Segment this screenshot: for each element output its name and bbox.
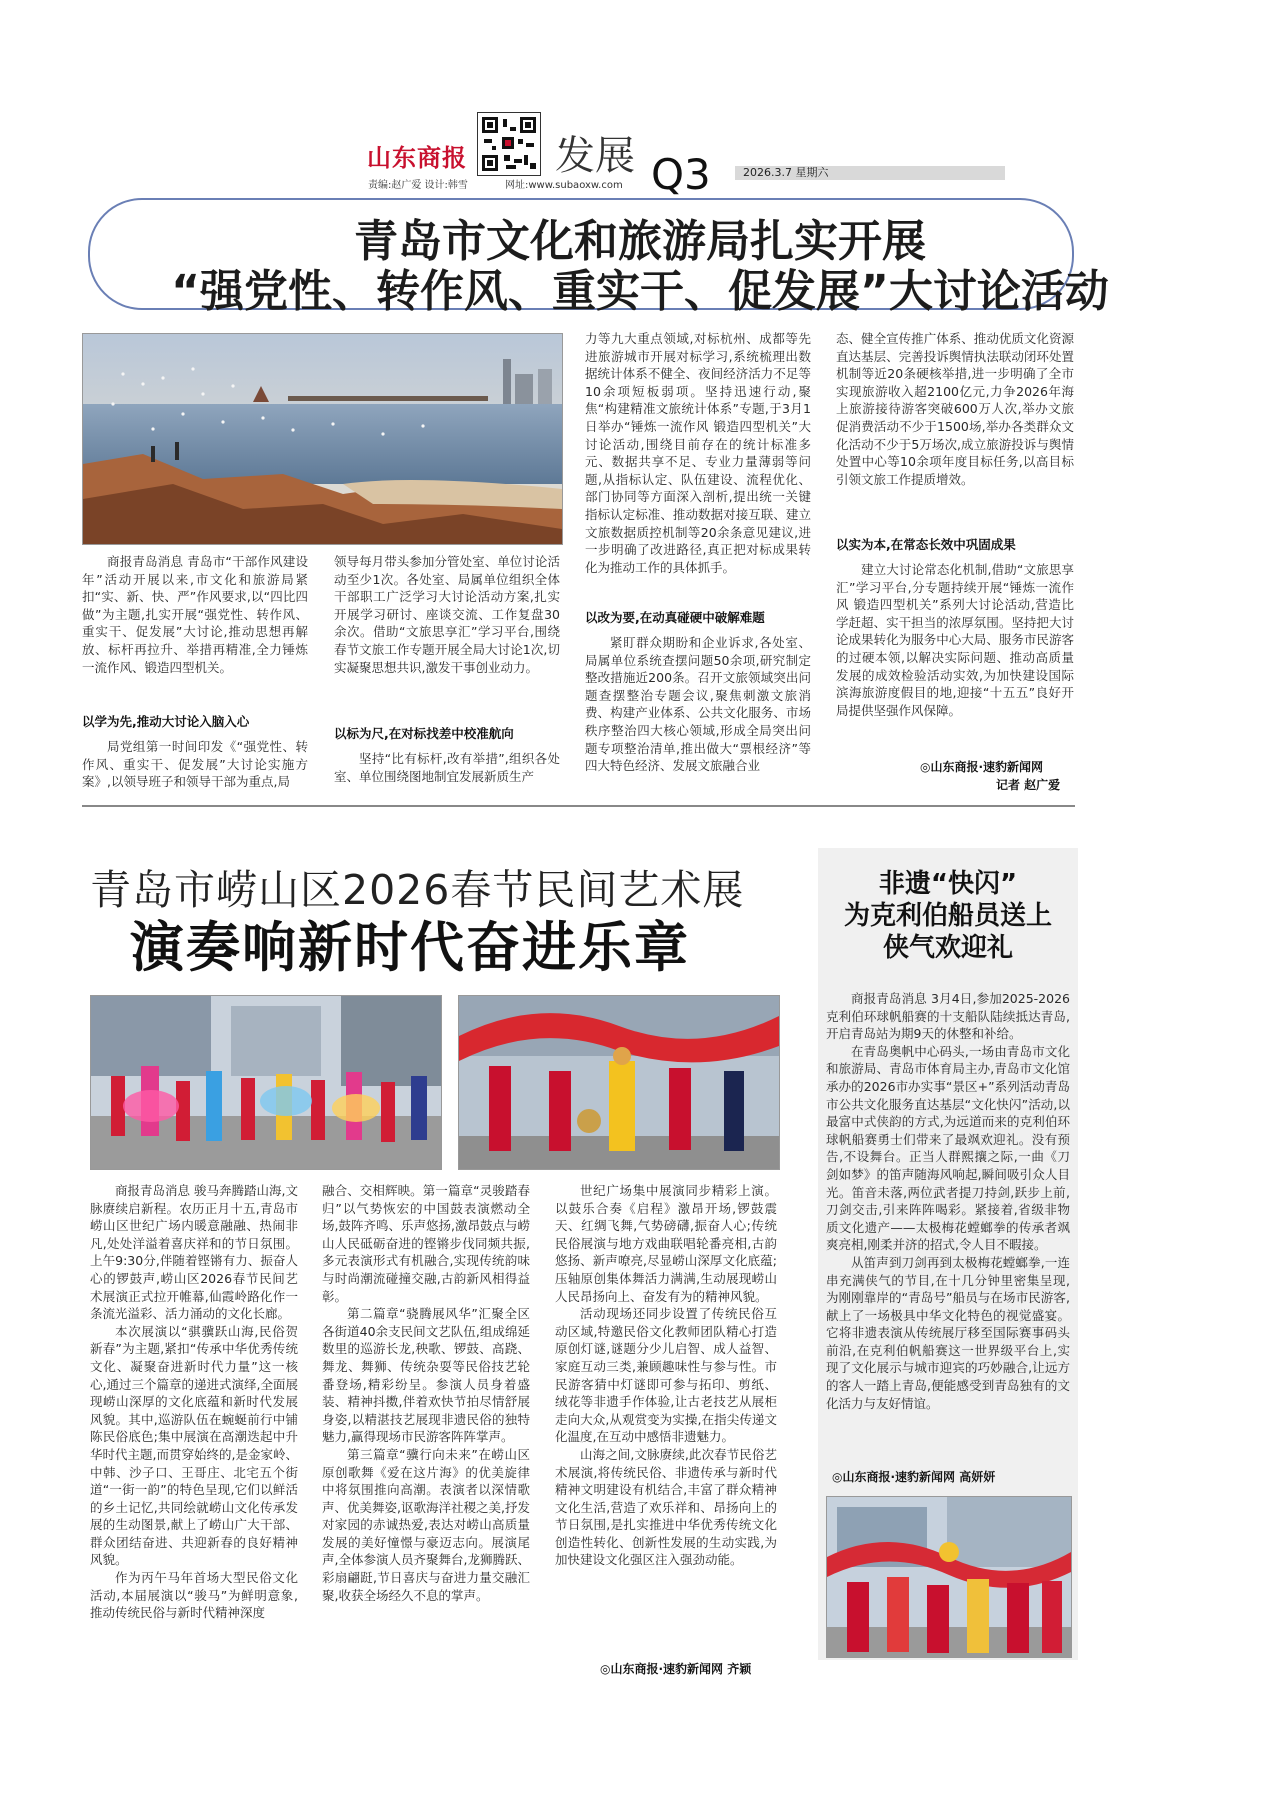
article3-paragraph-2: 在青岛奥帆中心码头,一场由青岛市文化和旅游局、青岛市体育局主办,青岛市文化馆承办的2026市办实事“景区+”系列活动青岛市公共文化服务直达基层“文化快闪”活动,以最富中式侠韵的方式,为远道而来的克利伯环球帆船赛勇士们带来了最飒欢迎礼。没有预告,不设舞台。正当人群熙攘之际,一曲《刀剑如梦》的笛声随海风响起,瞬间吸引众人目光。笛音未落,两位武者提刀持剑,跃步上前,刀剑交击,引来阵阵喝彩。紧接着,省级非物质文化遗产——太极梅花螳螂拳的传承者飒爽亮相,刚柔并济的招式,令人目不暇接。	[826, 1043, 1070, 1253]
qr-code-icon	[477, 112, 541, 176]
article1-headline-line2: “强党性、转作风、重实干、促发展”大讨论活动	[171, 266, 1109, 317]
article1-headline-line1: 青岛市文化和旅游局扎实开展	[354, 216, 926, 267]
article1-paragraph-2: 局党组第一时间印发《“强党性、转作风、重实干、促发展”大讨论实施方案》,以领导班子和领导干部为重点,局	[82, 739, 308, 790]
article2-paragraph-5: 第二篇章“骁腾展风华”汇聚全区各街道40余支民间文艺队伍,组成绵延数里的巡游长龙,秧歌、锣鼓、高跷、舞龙、舞狮、传统杂耍等民俗技艺轮番登场,精彩纷呈。参演人员身着盛装、精神抖擞,伴着欢快节拍尽情舒展身姿,以精湛技艺展现非遗民俗的独特魅力,赢得现场市民游客阵阵掌声。	[322, 1306, 530, 1445]
article1-lead-paragraph: 商报青岛消息 青岛市“干部作风建设年”活动开展以来,市文化和旅游局紧扣“实、新、快、严”作风要求,以“四比四做”为主题,扎实开展“强党性、转作风、重实干、促发展”大讨论,推动思想再解放、标杆再拉升、举措再精准,全力锤炼一流作风、锻造四型机关。	[82, 554, 308, 675]
parade-photo-1	[90, 995, 442, 1170]
article1-subhead-2: 以标为尺,在对标找差中校准航向	[334, 726, 514, 741]
article2-paragraph-9: 山海之间,文脉赓续,此次春节民俗艺术展演,将传统民俗、非遗传承与新时代精神文明建设有机结合,丰富了群众精神文化生活,营造了欢乐祥和、昂扬向上的节日氛围,是扎实推进中华优秀传统文化创造性转化、创新性发展的生动实践,为加快建设文化强区注入强劲动能。	[555, 1446, 777, 1568]
section-divider	[82, 805, 1075, 807]
article3-headline-line1: 非遗“快闪”	[878, 869, 1018, 899]
article2-paragraph-6: 第三篇章“骥行向未来”在崂山区原创歌舞《爱在这片海》的优美旋律中将氛围推向高潮。表演者以深情歌声、优美舞姿,讴歌海洋社稷之美,抒发对家园的赤诚热爱,表达对崂山高质量发展的美好憧憬与豪迈志向。展演尾声,全体参演人员齐聚舞台,龙狮腾跃、彩扇翩跹,节日喜庆与奋进力量交融汇聚,收获全场经久不息的掌声。	[322, 1446, 530, 1603]
editor-credits: 责编:赵广爱 设计:韩雪	[368, 180, 468, 191]
article1-col1	[82, 553, 308, 676]
article1-subhead-3: 以改为要,在动真碰硬中破解难题	[585, 610, 765, 625]
article1-col4	[836, 330, 1074, 488]
article1-subhead-1: 以学为先,推动大讨论入脑入心	[82, 714, 250, 729]
article2-headline-line1: 青岛市崂山区2026春节民间艺术展	[90, 866, 745, 914]
article1-paragraph-3: 领导每月带头参加分管处室、单位讨论活动至少1次。各处室、局属单位组织全体干部职工广泛学习大讨论活动方案,扎实开展学习研讨、座谈交流、工作复盘30余次。借助“文旅思享汇”学习平台,围绕春节文旅工作专题开展全局大讨论1次,切实凝聚思想共识,激发干事创业动力。	[334, 554, 560, 675]
article1-paragraph-8: 建立大讨论常态化机制,借助“文旅思享汇”学习平台,分专题持续开展“锤炼一流作风 锻造四型机关”系列大讨论活动,营造比学赶超、实干担当的浓厚氛围。坚持把大讨论成果转化为服务中心大局、服务市民游客的过硬本领,以解决实际问题、推动高质量发展的成效检验活动实效,为加快建设国际滨海旅游度假目的地,迎接“十五五”良好开局提供坚强作风保障。	[836, 562, 1074, 718]
article1-paragraph-5: 力等九大重点领域,对标杭州、成都等先进旅游城市开展对标学习,系统梳理出数据统计体系不健全、夜间经济活力不足等10余项短板弱项。坚持迅速行动,聚焦“构建精准文旅统计体系”专题,于3月1日举办“锤炼一流作风 锻造四型机关”大讨论活动,围绕目前存在的统计标准多元、数据共享不足、专业力量薄弱等问题,从指标认定、队伍建设、流程优化、部门协同等方面深入剖析,提出统一关键指标认定标准、推动数据对接互联、建立文旅数据质控机制等20余条意见建议,进一步明确了改进路径,真正把对标成果转化为推动工作的具体抓手。	[585, 331, 811, 575]
seaside-photo	[82, 333, 563, 545]
newspaper-logo: 山东商报	[367, 144, 467, 172]
article1-col3	[585, 330, 811, 576]
article1-reporter: 记者 赵广爱	[996, 778, 1061, 792]
section-name: 发展	[555, 133, 635, 179]
article2-paragraph-4: 融合、交相辉映。第一篇章“灵骏踏春归”以气势恢宏的中国鼓表演燃动全场,鼓阵齐鸣、乐声悠扬,激昂鼓点与崂山人民砥砺奋进的铿锵步伐同频共振,多元表演形式有机融合,实现传统韵味与时尚潮流碰撞交融,古韵新风相得益彰。	[322, 1183, 530, 1304]
parade-photo-1-image	[91, 996, 441, 1169]
website-url: 网址:www.subaoxw.com	[505, 180, 623, 191]
article1-col2b	[334, 750, 560, 785]
article2-col3	[555, 1182, 777, 1569]
article1-credit: ◎山东商报·速豹新闻网	[920, 760, 1044, 774]
article2-col2	[322, 1182, 530, 1604]
article2-paragraph-8: 活动现场还同步设置了传统民俗互动区域,特邀民俗文化教师团队精心打造原创灯谜,谜题分少儿启智、成人益智、家庭互动三类,兼顾趣味性与参与性。市民游客猜中灯谜即可参与拓印、剪纸、绒花等非遗手作体验,让古老技艺从展柜走向大众,从观赏变为实操,在指尖传递文化温度,在互动中感悟非遗魅力。	[555, 1306, 777, 1445]
article1-col1b	[82, 738, 308, 791]
article1-subhead-4: 以实为本,在常态长效中巩固成果	[836, 537, 1016, 552]
article2-lead-paragraph: 商报青岛消息 骏马奔腾踏山海,文脉赓续启新程。农历正月十五,青岛市崂山区世纪广场内暖意融融、热闹非凡,处处洋溢着喜庆祥和的节日氛围。上午9:30分,伴随着铿锵有力、振奋人心的锣鼓声,崂山区2026春节民间艺术展演正式拉开帷幕,仙霞岭路化作一条流光溢彩、活力涌动的文化长廊。	[90, 1183, 298, 1322]
parade-photo-2-image	[459, 996, 779, 1169]
article3-lead-paragraph: 商报青岛消息 3月4日,参加2025-2026克利伯环球帆船赛的十支船队陆续抵达青岛,开启青岛站为期9天的休整和补给。	[826, 991, 1070, 1042]
article1-col2	[334, 553, 560, 676]
article3-headline-line2: 为克利伯船员送上	[843, 901, 1052, 931]
article2-col1	[90, 1182, 298, 1622]
issue-date: 2026.3.7 星期六	[735, 166, 1005, 180]
article2-paragraph-3: 作为丙午马年首场大型民俗文化活动,本届展演以“骏马”为鲜明意象,推动传统民俗与新时代精神深度	[90, 1570, 298, 1621]
parade-photo-2	[458, 995, 780, 1170]
page-number: Q3	[651, 150, 711, 199]
article2-headline-line2: 演奏响新时代奋进乐章	[130, 916, 690, 979]
article1-paragraph-6: 紧盯群众期盼和企业诉求,各处室、局属单位系统查摆问题50余项,研究制定整改措施近200条。召开文旅领域突出问题查摆整治专题会议,聚焦刺激文旅消费、构建产业体系、公共文化服务、市场秩序整治四大核心领域,形成全局突出问题专项整治清单,推出做大“票根经济”等四大特色经济、发展文旅融合业	[585, 635, 811, 774]
article1-col3b	[585, 634, 811, 775]
waterfront-dance-photo	[826, 1496, 1072, 1658]
seaside-photo-image	[83, 334, 562, 544]
article3-headline-line3: 侠气欢迎礼	[882, 933, 1013, 963]
article2-credit: ◎山东商报·速豹新闻网 齐颖	[600, 1662, 752, 1676]
article1-paragraph-7: 态、健全宣传推广体系、推动优质文化资源直达基层、完善投诉舆情执法联动闭环处置机制等近20条硬核举措,进一步明确了全市实现旅游收入超2100亿元,力争2026年海上旅游接待游客突破600万人次,举办文旅促消费活动不少于1500场,举办各类群众文化活动不少于5万场次,成立旅游投诉与舆情处置中心等10余项年度目标任务,以高目标引领文旅工作提质增效。	[836, 331, 1074, 487]
article2-paragraph-2: 本次展演以“骐骥跃山海,民俗贺新春”为主题,紧扣“传承中华优秀传统文化、凝聚奋进新时代力量”这一核心,通过三个篇章的递进式演绎,全面展现崂山深厚的文化底蕴和新时代发展风貌。其中,巡游队伍在蜿蜒前行中铺陈民俗底色;集中展演在高潮迭起中升华时代主题,而贯穿始终的,是金家岭、中韩、沙子口、王哥庄、北宅五个街道“一街一韵”的特色呈现,它们以鲜活的乡土记忆,共同绘就崂山文化传承发展的生动图景,献上了崂山广大干部、群众团结奋进、共迎新春的良好精神风貌。	[90, 1323, 298, 1568]
article1-paragraph-4: 坚持“比有标杆,改有举措”,组织各处室、单位围绕图地制宜发展新质生产	[334, 751, 560, 784]
article1-col4b	[836, 561, 1074, 719]
article3-paragraph-3: 从笛声到刀剑再到太极梅花螳螂拳,一连串充满侠气的节目,在十几分钟里密集呈现,为刚刚靠岸的“青岛号”船员与在场市民游客,献上了一场极具中华文化特色的视觉盛宴。它将非遗表演从传统展厅移至国际赛事码头前沿,在克利伯帆船赛这一世界级平台上,实现了文化展示与城市迎宾的巧妙融合,让远方的客人一踏上青岛,便能感受到青岛独有的文化活力与友好情谊。	[826, 1254, 1070, 1411]
waterfront-dance-photo-image	[827, 1497, 1071, 1657]
article3-credit: ◎山东商报·速豹新闻网 高妍妍	[832, 1470, 996, 1484]
article3-col1	[826, 990, 1070, 1412]
article2-paragraph-7: 世纪广场集中展演同步精彩上演。以鼓乐合奏《启程》激昂开场,锣鼓震天、红绸飞舞,气势磅礴,振奋人心;传统民俗展演与地方戏曲联唱轮番亮相,古韵悠扬、新声嘹亮,尽显崂山深厚文化底蕴;压轴原创集体舞活力满满,生动展现崂山人民昂扬向上、奋发有为的精神风貌。	[555, 1183, 777, 1304]
